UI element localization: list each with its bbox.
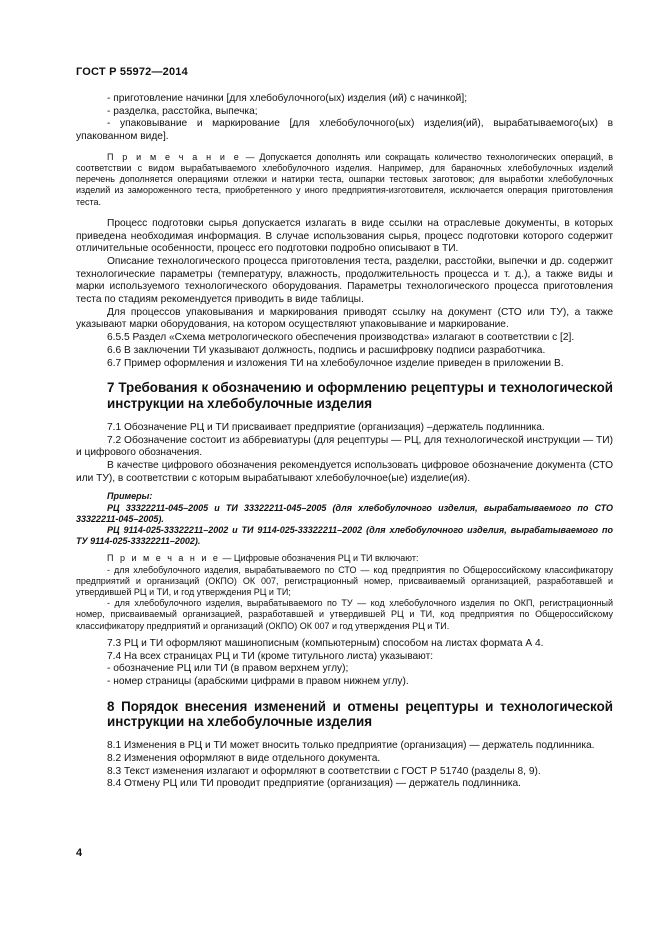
paragraph: 8.1 Изменения в РЦ и ТИ может вносить только предприятие (организация) — держатель подлинника. xyxy=(107,740,595,752)
paragraph: 6.5.5 Раздел «Схема метрологического обеспечения производства» излагают в соответствии с [2]. xyxy=(107,332,575,344)
paragraph: 7.1 Обозначение РЦ и ТИ присваивает предприятие (организация) –держатель подлинника. xyxy=(107,421,545,433)
note-2 xyxy=(76,553,613,564)
paragraph: Процесс подготовки сырья допускается излагать в виде ссылки на отраслевые документы, в которых приведена необходимая информация. В случае использования сырья, процесс подготовки которого содержит отличительные особенности, процесс его подготовки подробно описывают в ТИ. xyxy=(76,217,613,255)
paragraph: 8.4 Отмену РЦ или ТИ проводит предприятие (организация) — держатель подлинника. xyxy=(107,778,521,790)
note-1 xyxy=(76,152,613,208)
note-item: - для хлебобулочного изделия, вырабатываемого по СТО — код предприятия по Общероссийскому классификатору предприятий и организаций (ОКПО) ОК 007, регистрационный номер, присваиваемый организацией, разработавшей и утвердившей РЦ и ТИ, и год утверждения РЦ и ТИ; xyxy=(76,564,613,597)
paragraph: 6.6 В заключении ТИ указывают должность, подпись и расшифровку подписи разработчика. xyxy=(107,344,546,356)
list-item: - приготовление начинки [для хлебобулочного(ых) изделия (ий) с начинкой]; xyxy=(107,93,468,104)
section-8-title: 8 Порядок внесения изменений и отмены рецептуры и технологической инструкции на хлебобулочные изделия xyxy=(107,698,613,730)
page-number: 4 xyxy=(76,847,83,859)
paragraph: 6.7 Пример оформления и изложения ТИ на хлебобулочное изделие приведен в приложении В. xyxy=(107,357,564,369)
section-7-title: 7 Требования к обозначению и оформлению рецептуры и технологической инструкции на хлебобулочные изделия xyxy=(107,380,613,412)
example-item: РЦ 9114-025-33322211–2002 и ТИ 9114-025-33322211–2002 (для хлебобулочного изделия, вырабатываемого по ТУ 9114-025-33322211–2002). xyxy=(76,524,613,547)
paragraph: 7.4 На всех страницах РЦ и ТИ (кроме титульного листа) указывают: xyxy=(107,650,434,662)
paragraph: Для процессов упаковывания и маркирования приводят ссылку на документ (СТО или ТУ), а также указывают марки оборудования, на котором осуществляют упаковывание и маркирование. xyxy=(76,306,613,331)
paragraph: Описание технологического процесса приготовления теста, разделки, расстойки, выпечки и др. содержит технологические параметры (температуру, влажность, продолжительность процесса и т. д.), а также виды и марки используемого технологического оборудования. Параметры технологического процесса приготовления теста по стадиям рекомендуется приводить в виде таблицы. xyxy=(76,255,613,306)
list-item: - разделка, расстойка, выпечка; xyxy=(107,105,258,117)
examples-label: Примеры: xyxy=(107,491,153,502)
paragraph: 8.3 Текст изменения излагают и оформляют в соответствии с ГОСТ Р 51740 (разделы 8, 9). xyxy=(107,765,541,777)
note-item: - для хлебобулочного изделия, вырабатываемого по ТУ — код хлебобулочного изделия по ОКП, регистрационный номер, присваиваемый организацией, разработавшей и утвердившей РЦ и ТИ, код предприятия по Общероссийскому классификатору предприятий и организаций (ОКПО) ОК 007 и год утверждения РЦ и ТИ. xyxy=(76,598,613,631)
page-content xyxy=(76,93,613,791)
paragraph: В качестве цифрового обозначения рекомендуется использовать цифровое обозначение документа (СТО или ТУ), в соответствии с которым вырабатывают хлебобулочное(ые) изделие(ия). xyxy=(76,459,613,484)
note-label: П р и м е ч а н и е xyxy=(107,151,241,162)
note-label: П р и м е ч а н и е xyxy=(107,553,220,564)
note-lead: — Цифровые обозначения РЦ и ТИ включают: xyxy=(219,553,419,564)
paragraph: 8.2 Изменения оформляют в виде отдельного документа. xyxy=(107,752,381,764)
list-item: - упаковывание и маркирование [для хлебобулочного(ых) изделия(ий), вырабатываемого(ых) в упакованном виде]. xyxy=(76,118,613,143)
list-item: - номер страницы (арабскими цифрами в правом нижнем углу). xyxy=(107,675,409,687)
example-item: РЦ 33322211-045–2005 и ТИ 33322211-045–2005 (для хлебобулочного изделия, вырабатываемого по СТО 33322211-045–2005). xyxy=(76,502,613,524)
paragraph: 7.3 РЦ и ТИ оформляют машинописным (компьютерным) способом на листах формата А 4. xyxy=(107,637,544,649)
document-header: ГОСТ Р 55972—2014 xyxy=(76,66,188,78)
list-item: - обозначение РЦ или ТИ (в правом верхнем углу); xyxy=(107,663,349,675)
note-text: — Допускается дополнять или сокращать количество технологических операций, в соответствии с видом вырабатываемого хлебобулочного изделия. Например, для бараночных хлебобулочных изделий перечень дополняется операциями отлежки и натирки теста, ошпарки тестовых заготовок; для выработки хлебобулочных изделий из замороженного теста, приобретенного у иного предприятия-изготовителя, исключается операция приготовления теста. xyxy=(76,151,613,207)
paragraph: 7.2 Обозначение состоит из аббревиатуры (для рецептуры — РЦ, для технологической инструкции — ТИ) и цифрового обозначения. xyxy=(76,434,613,459)
